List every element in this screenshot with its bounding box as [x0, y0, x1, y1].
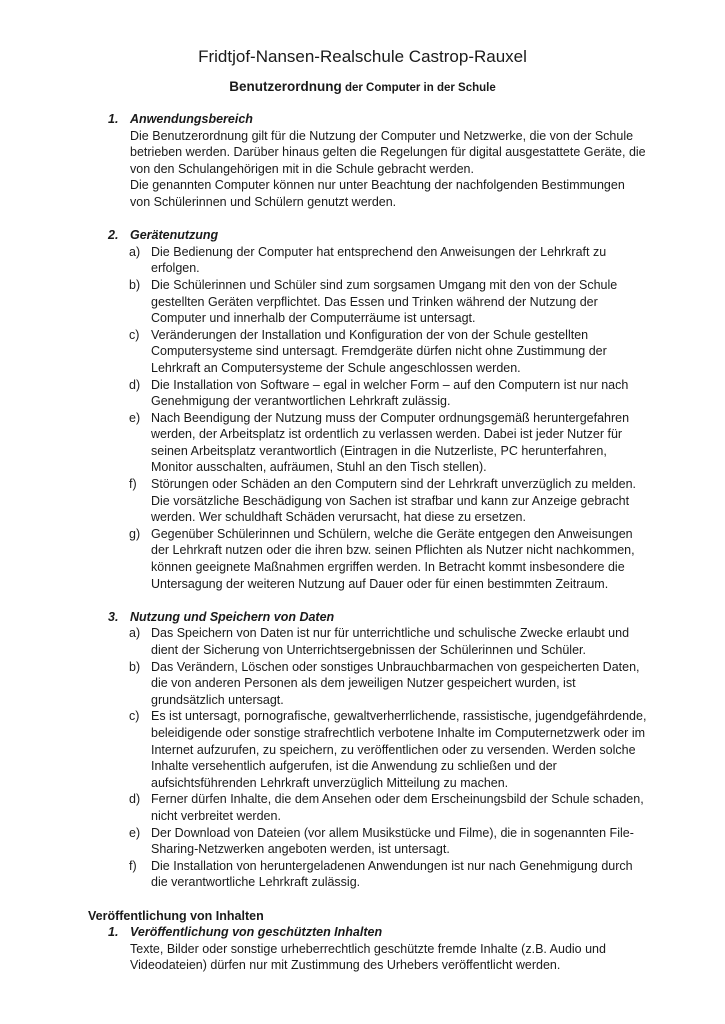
item-marker: a)	[129, 626, 141, 641]
document-title	[0, 79, 725, 97]
list-item	[88, 858, 648, 891]
section-title: Gerätenutzung	[130, 228, 219, 243]
section-heading	[88, 227, 648, 244]
rule-list	[88, 625, 648, 891]
item-marker: f)	[129, 858, 137, 873]
item-marker: f)	[129, 477, 137, 492]
section-title: Veröffentlichung von geschützten Inhalten	[130, 925, 383, 940]
rule-list	[88, 244, 648, 592]
item-text: Gegenüber Schülerinnen und Schülern, welche die Geräte entgegen den Anweisungen der Lehrkraft nutzen oder die ihren bzw. seinen Pflichten als Nutzer nicht nachkommen, können geeignete Maßnahmen ergriffen werden. In Betracht kommt insbesondere die Untersagung der weiteren Nutzung auf Dauer oder für einen bestimmten Zeitraum.	[151, 526, 635, 591]
section-heading	[88, 111, 648, 128]
item-marker: g)	[129, 526, 141, 541]
item-marker: e)	[129, 825, 141, 840]
school-name: Fridtjof-Nansen-Realschule Castrop-Rauxel	[198, 47, 527, 66]
item-text: Die Schülerinnen und Schüler sind zum sorgsamen Umgang mit den von der Schule gestellten Geräten verpflichtet. Das Essen und Trinken während der Nutzung der Computer und innerhalb der Computerräume ist untersagt.	[151, 277, 618, 326]
list-item	[88, 625, 648, 658]
item-marker: c)	[129, 327, 140, 342]
item-text: Die Installation von heruntergeladenen Anwendungen ist nur nach Genehmigung durch die verantwortliche Lehrkraft zulässig.	[151, 858, 633, 890]
paragraph: Texte, Bilder oder sonstige urheberrechtlich geschützte fremde Inhalte (z.B. Audio und Videodateien) dürfen nur mit Zustimmung des Urhebers veröffentlicht werden.	[130, 941, 606, 973]
paragraph: Die genannten Computer können nur unter Beachtung der nachfolgenden Bestimmungen von Schülerinnen und Schülern genutzt werden.	[130, 178, 625, 209]
list-item	[88, 327, 648, 377]
section-title: Anwendungsbereich	[130, 112, 253, 126]
item-marker: d)	[129, 792, 141, 807]
item-marker: e)	[129, 410, 141, 425]
section-title: Nutzung und Speichern von Daten	[130, 609, 335, 624]
item-text: Die Bedienung der Computer hat entsprechend den Anweisungen der Lehrkraft zu erfolgen.	[151, 244, 607, 276]
item-marker: b)	[129, 659, 141, 674]
section-heading	[88, 924, 648, 941]
item-text: Die Installation von Software – egal in welcher Form – auf den Computern ist nur nach Genehmigung der verantwortlichen Lehrkraft zulässig.	[151, 377, 629, 409]
title-main: Benutzerordnung	[229, 79, 342, 94]
part-heading: Veröffentlichung von Inhalten	[88, 908, 264, 923]
section-number: 1.	[108, 925, 119, 940]
section-number: 3.	[108, 609, 119, 624]
item-marker: a)	[129, 244, 141, 259]
item-marker: c)	[129, 709, 140, 724]
list-item	[88, 825, 648, 858]
item-text: Das Speichern von Daten ist nur für unterrichtliche und schulische Zwecke erlaubt und dient der Sicherung von Unterrichtsergebnissen der Schülerinnen und Schüler.	[151, 626, 630, 657]
title-rest: der Computer in der Schule	[341, 82, 496, 94]
item-text: Störungen oder Schäden an den Computern sind der Lehrkraft unverzüglich zu melden. Die vorsätzliche Beschädigung von Sachen ist strafbar und kann zur Anzeige gebracht werden. Wer schuldhaft Schäden verursacht, hat diese zu ersetzen.	[151, 477, 637, 525]
list-item	[88, 659, 648, 709]
item-marker: b)	[129, 277, 141, 292]
list-item	[88, 377, 648, 410]
list-item	[88, 277, 648, 327]
list-item	[88, 791, 648, 824]
list-item	[88, 244, 648, 277]
list-item	[88, 476, 648, 526]
list-item	[88, 708, 648, 791]
list-item	[88, 410, 648, 476]
item-text: Ferner dürfen Inhalte, die dem Ansehen oder dem Erscheinungsbild der Schule schaden, nicht verbreitet werden.	[151, 792, 644, 823]
item-text: Das Verändern, Löschen oder sonstiges Unbrauchbarmachen von gespeicherten Daten, die von anderen Personen als dem jeweiligen Nutzer gespeichert wurden, ist grundsätzlich untersagt.	[151, 659, 640, 707]
section-heading	[88, 609, 648, 626]
section-number: 1.	[108, 112, 119, 126]
item-text: Nach Beendigung der Nutzung muss der Computer ordnungsgemäß heruntergefahren werden, der Arbeitsplatz ist ordentlich zu verlassen werden. Dabei ist jeder Nutzer für seinen Arbeitsplatz verantwortlich (Eintragen in die Nutzerliste, PC herunterfahren, Monitor ausschalten, aufräumen, Stuhl an den Tisch stellen).	[151, 410, 630, 475]
document-body	[88, 111, 648, 974]
list-item	[88, 526, 648, 592]
item-text: Es ist untersagt, pornografische, gewaltverherrlichende, rassistische, jugendgefährdende, beleidigende oder sonstige strafrechtlich verbotene Inhalte im Computernetzwerk oder im Internet aufzurufen, zu speichern, zu veröffentlichen oder zu versenden. Werden solche Inhalte versehentlich aufgerufen, ist die Anwendung zu schließen und der aufsichtsführenden Lehrkraft unverzüglich Mitteilung zu machen.	[151, 709, 647, 790]
section-number: 2.	[108, 228, 119, 243]
paragraph: Die Benutzerordnung gilt für die Nutzung der Computer und Netzwerke, die von der Schule betrieben werden. Darüber hinaus gelten die Regelungen für digital ausgestattete Geräte, die von den Schulangehörigen mit in die Schule gebracht werden.	[130, 128, 646, 176]
item-text: Veränderungen der Installation und Konfiguration der von der Schule gestellten Computersysteme sind untersagt. Fremdgeräte dürfen nicht ohne Zustimmung der Lehrkraft an Computersysteme der Schule angeschlossen werden.	[151, 327, 607, 375]
item-text: Der Download von Dateien (vor allem Musikstücke und Filme), die in sogenannten File-Sharing-Netzwerken angeboten werden, ist untersagt.	[151, 825, 634, 857]
item-marker: d)	[129, 377, 141, 392]
